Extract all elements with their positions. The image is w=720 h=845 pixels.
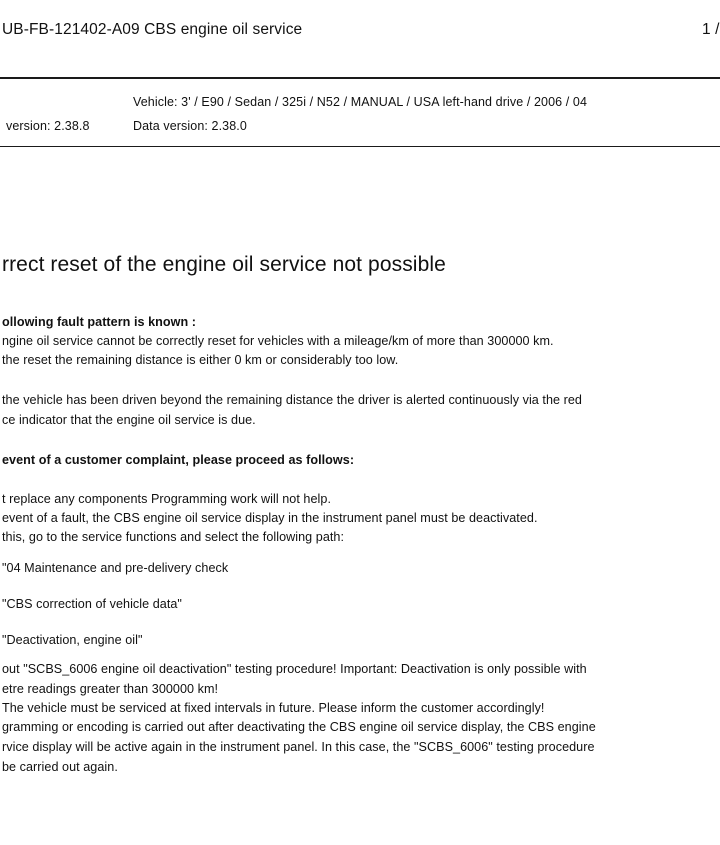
data-version: Data version: 2.38.0 — [133, 119, 247, 133]
path-step: "Deactivation, engine oil" — [2, 633, 143, 647]
program-version: version: 2.38.8 — [6, 119, 90, 133]
document-title: UB-FB-121402-A09 CBS engine oil service — [2, 21, 303, 38]
path-step: "CBS correction of vehicle data" — [2, 597, 182, 611]
complaint-heading: event of a customer complaint, please proceed as follows: — [2, 453, 355, 467]
body-line: be carried out again. — [2, 760, 118, 774]
body-line: gramming or encoding is carried out after deactivating the CBS engine oil service display, the CBS engine — [2, 720, 596, 734]
body-line: this, go to the service functions and select the following path: — [2, 530, 345, 544]
vehicle-info: Vehicle: 3' / E90 / Sedan / 325i / N52 / MANUAL / USA left-hand drive / 2006 / 04 — [133, 95, 588, 109]
body-line: etre readings greater than 300000 km! — [2, 682, 219, 696]
header-rule — [0, 77, 720, 79]
body-line: rvice display will be active again in the instrument panel. In this case, the "SCBS_6006" testing procedure — [2, 740, 595, 754]
body-line: the vehicle has been driven beyond the remaining distance the driver is alerted continuously via the red — [2, 393, 582, 407]
page-number: 1 / — [702, 21, 720, 38]
body-line: ce indicator that the engine oil service is due. — [2, 413, 256, 427]
body-line: the reset the remaining distance is either 0 km or considerably too low. — [2, 353, 399, 367]
bulletin-title: rrect reset of the engine oil service not possible — [2, 253, 446, 276]
body-line: The vehicle must be serviced at fixed intervals in future. Please inform the customer accordingly! — [2, 701, 545, 715]
path-step: "04 Maintenance and pre-delivery check — [2, 561, 229, 575]
body-line: event of a fault, the CBS engine oil service display in the instrument panel must be deactivated. — [2, 511, 538, 525]
body-line: ngine oil service cannot be correctly reset for vehicles with a mileage/km of more than 300000 km. — [2, 334, 554, 348]
fault-pattern-heading: ollowing fault pattern is known : — [2, 315, 197, 329]
body-line: t replace any components Programming work will not help. — [2, 492, 331, 506]
body-line: out "SCBS_6006 engine oil deactivation" testing procedure! Important: Deactivation is only possible with — [2, 662, 587, 676]
meta-rule — [0, 146, 720, 147]
